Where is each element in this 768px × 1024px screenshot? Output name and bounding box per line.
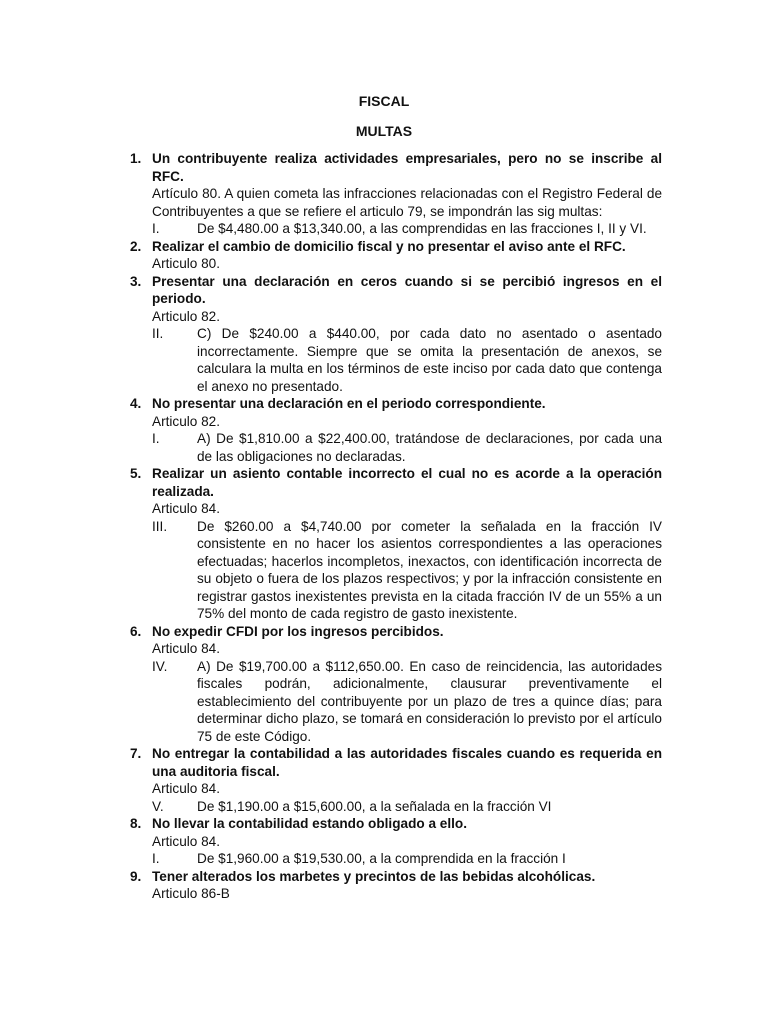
document-title: FISCAL: [358, 93, 410, 109]
item-number: 1.: [130, 151, 142, 166]
item-article: Articulo 84.: [152, 833, 221, 849]
roman-numeral: II.: [152, 326, 164, 341]
item-number: 8.: [130, 816, 142, 831]
list-item: [0, 273, 662, 396]
list-item: [0, 238, 662, 273]
item-article: Articulo 82.: [152, 308, 221, 324]
list-item: [0, 623, 662, 746]
item-question: No presentar una declaración en el periodo correspondiente.: [152, 396, 546, 411]
list-item: [0, 745, 662, 815]
item-question: No expedir CFDI por los ingresos percibidos.: [152, 623, 444, 639]
item-number: 9.: [130, 868, 142, 884]
item-question: Presentar una declaración en ceros cuando si se percibió ingresos en el periodo.: [152, 273, 662, 306]
detail-text: A) De $1,810.00 a $22,400.00, tratándose de declaraciones, por cada una de las obligaciones no declaradas.: [197, 431, 662, 464]
detail-text: De $4,480.00 a $13,340.00, a las comprendidas en las fracciones I, II y VI.: [197, 221, 647, 236]
item-article: Articulo 86-B: [152, 886, 230, 901]
roman-numeral: III.: [152, 518, 168, 534]
fines-list: [0, 150, 768, 903]
detail-text: De $1,960.00 a $19,530.00, a la comprendida en la fracción I: [197, 851, 566, 866]
item-question: No entregar la contabilidad a las autoridades fiscales cuando es requerida en una auditoria fiscal.: [152, 746, 662, 779]
detail-text: A) De $19,700.00 a $112,650.00. En caso de reincidencia, las autoridades fiscales podrán, adicionalmente, clausurar preventivamente el establecimiento del contribuyente por un plazo de tres a quince días; para determinar dicho plazo, se tomará en consideración lo previsto por el artículo 75 de este Código.: [197, 658, 662, 744]
detail-text: C) De $240.00 a $440.00, por cada dato no asentado o asentado incorrectamente. Siempre que se omita la presentación de anexos, se calculara la multa en los términos de este inciso por cada dato que contenga el anexo no presentado.: [197, 326, 662, 394]
item-article: Articulo 84.: [152, 641, 221, 656]
item-number: 3.: [130, 273, 142, 289]
item-number: 5.: [130, 466, 142, 481]
item-article: Articulo 84.: [152, 781, 221, 796]
item-detail: [152, 220, 662, 238]
detail-text: De $1,190.00 a $15,600.00, a la señalada en la fracción VI: [197, 798, 552, 814]
item-number: 2.: [130, 238, 142, 254]
list-item: [0, 395, 662, 465]
roman-numeral: IV.: [152, 658, 168, 674]
item-number: 7.: [130, 746, 142, 761]
item-detail: [152, 658, 662, 746]
list-item: [0, 465, 662, 623]
item-article: Articulo 84.: [152, 501, 221, 516]
item-number: 4.: [130, 396, 142, 411]
item-question: No llevar la contabilidad estando obligado a ello.: [152, 816, 467, 831]
item-question: Tener alterados los marbetes y precintos de las bebidas alcohólicas.: [152, 868, 596, 884]
document-subtitle: MULTAS: [355, 123, 413, 139]
item-detail: [152, 850, 662, 868]
roman-numeral: I.: [152, 851, 160, 866]
list-item: [0, 150, 662, 238]
roman-numeral: V.: [152, 798, 164, 814]
item-detail: [152, 798, 662, 816]
list-item: [0, 815, 662, 868]
item-detail: [152, 518, 662, 623]
item-question: Realizar un asiento contable incorrecto el cual no es acorde a la operación realizada.: [152, 466, 662, 499]
item-question: Realizar el cambio de domicilio fiscal y no presentar el aviso ante el RFC.: [152, 238, 626, 254]
roman-numeral: I.: [152, 221, 160, 236]
item-question: Un contribuyente realiza actividades empresariales, pero no se inscribe al RFC.: [152, 151, 662, 184]
item-article: Artículo 80. A quien cometa las infracciones relacionadas con el Registro Federal de Contribuyentes a que se refiere el articulo 79, se impondrán las sig multas:: [152, 186, 662, 219]
detail-text: De $260.00 a $4,740.00 por cometer la señalada en la fracción IV consistente en no hacer los asientos correspondientes a las operaciones efectuadas; hacerlos incompletos, inexactos, con identificación incorrecta de su objeto o fuera de los plazos respectivos; y por la infracción consistente en registrar gastos inexistentes prevista en la citada fracción IV de un 55% a un 75% del monto de cada registro de gasto inexistente.: [197, 518, 662, 621]
roman-numeral: I.: [152, 431, 160, 446]
item-article: Articulo 80.: [152, 256, 221, 271]
item-article: Articulo 82.: [152, 413, 221, 429]
item-number: 6.: [130, 623, 142, 639]
item-detail: [152, 325, 662, 395]
list-item: [0, 868, 662, 903]
item-detail: [152, 430, 662, 465]
